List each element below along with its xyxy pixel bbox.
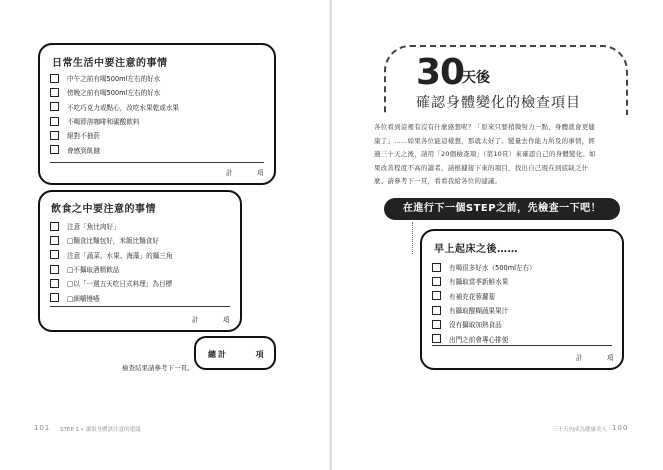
checkbox[interactable] (50, 250, 59, 259)
checkbox[interactable] (432, 263, 441, 272)
checkbox[interactable] (432, 306, 441, 315)
page-number: 100 (612, 424, 629, 432)
page-footer: STEP 1 • 讀取身體該注意的建議 (60, 427, 141, 433)
checkbox[interactable] (50, 222, 59, 231)
page-number: 101 (34, 424, 51, 432)
diet-total: 計 項 (192, 316, 232, 324)
headline-number: 30 (416, 52, 465, 93)
checkbox[interactable] (50, 145, 59, 154)
checklist-item[interactable]: 沒有攝取加熱食品 (432, 317, 536, 331)
checklist-item[interactable]: 會感到飢餓 (50, 142, 179, 156)
checklist-item[interactable]: 絕對不抽菸 (50, 128, 179, 142)
checkbox[interactable] (50, 131, 59, 140)
checklist-item[interactable]: 注意「魚比肉好」 (50, 219, 173, 233)
dotted-connector (412, 222, 413, 254)
checkbox[interactable] (50, 265, 59, 274)
morning-checklist-box (420, 229, 624, 370)
morning-total: 計 項 (576, 354, 616, 362)
checklist-item[interactable]: 注意「蔬菜、水果、海藻」的攝三角 (50, 248, 173, 262)
diet-box-title: 飲食之中要注意的事情 (51, 204, 156, 215)
checkbox[interactable] (50, 117, 59, 126)
checkbox[interactable] (50, 74, 59, 83)
checkbox[interactable] (432, 334, 441, 343)
checkbox[interactable] (432, 277, 441, 286)
checklist-item[interactable]: 有攝取醍糊蔬果果汁 (432, 303, 536, 317)
morning-box-title: 早上起床之後…… (434, 244, 518, 255)
grand-total-box (194, 336, 276, 370)
grand-total: 總計 項 (208, 350, 266, 359)
checkbox[interactable] (50, 102, 59, 111)
checklist-item[interactable]: 有攝取當季新鮮水果 (432, 274, 536, 288)
result-note: 檢查結果請參考下一頁。 (122, 364, 194, 372)
diet-total-line (50, 306, 230, 307)
daily-box-title: 日常生活中要注意的事情 (52, 58, 168, 69)
checklist-item[interactable]: □不攝取酒精飲品 (50, 262, 173, 276)
checkbox[interactable] (432, 320, 441, 329)
morning-checklist (432, 260, 536, 346)
left-page (0, 0, 331, 470)
checkbox[interactable] (50, 88, 59, 97)
checklist-item[interactable]: 有喝很多好水（500ml左右） (432, 260, 536, 274)
right-page (332, 0, 663, 470)
checklist-item[interactable]: □細嚼慢嚥 (50, 290, 173, 304)
diet-checklist-box (38, 190, 242, 332)
headline-suffix: 天後 (462, 70, 490, 86)
checklist-item[interactable]: 不吃巧克力或點心，改吃水果乾或水果 (50, 100, 179, 114)
checkbox[interactable] (432, 291, 441, 300)
daily-total-line (50, 162, 264, 163)
checkbox[interactable] (50, 236, 59, 245)
checkbox[interactable] (50, 279, 59, 288)
headline-subtitle: 確認身體變化的檢查項目 (416, 95, 581, 111)
check-banner: 在進行下一個STEP之前，先檢查一下吧！ (384, 198, 620, 220)
daily-total: 計 項 (226, 169, 266, 177)
checklist-item[interactable]: □麵食比麵包好，米飯比麵食好 (50, 233, 173, 247)
checklist-item[interactable]: 不喝即溶咖啡和碳酸飲料 (50, 114, 179, 128)
checklist-item[interactable]: 出門之前會專心排便 (432, 331, 536, 345)
intro-paragraph: 各位看到這裡有沒有什麼感想呢？「原來只要稍微努力一點，身體就會更健 康了」……如果各位能這樣想，那就太好了。變量去作能力所及的事情，經 過三十天之後，請用「20個檢查項」（第10頁）來確認自己的身體變化。如 果改善程度不高的讀者，請根據接下來的項目，找出自己現在到底缺乏什 麼。請參考下一頁，看看我給各位的建議。 (374, 123, 596, 186)
daily-checklist-box (38, 43, 276, 185)
checklist-item[interactable]: 中午之前有喝500ml左右的好水 (50, 71, 179, 85)
page-footer: 三十天內成為健康美人 (552, 427, 608, 433)
morning-total-line (432, 345, 612, 346)
checklist-item[interactable]: 有補充花蓉蘿蔔 (432, 289, 536, 303)
checklist-item[interactable]: 傍晚之前有喝500ml左右的好水 (50, 85, 179, 99)
checkbox[interactable] (50, 293, 59, 302)
diet-checklist (50, 219, 173, 305)
checklist-item[interactable]: □以「一週五天吃日式料理」為目標 (50, 276, 173, 290)
daily-checklist (50, 71, 179, 157)
